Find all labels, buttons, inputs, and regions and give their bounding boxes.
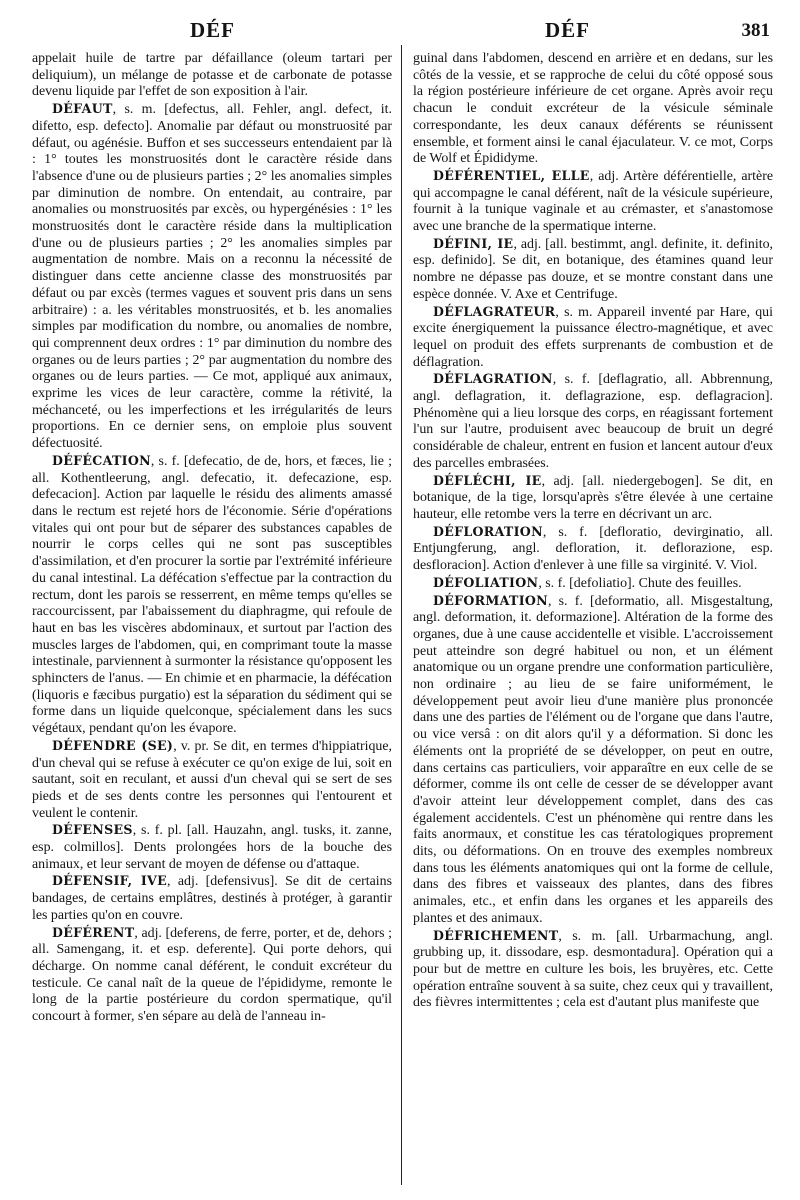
entry-headword: DÉFÉCATION bbox=[52, 452, 151, 468]
entry-headword: DÉFÉRENTIEL, ELLE bbox=[433, 167, 590, 183]
entry-headword: DÉFAUT bbox=[52, 101, 113, 117]
dictionary-entry bbox=[32, 453, 392, 738]
entry-headword: DÉFÉRENT bbox=[52, 924, 135, 940]
entry-text: appelait huile de tartre par défaillance (oleum tartari per deliquium), un mélange de potasse et de carbonate de potasse devenu liquide par l'effet de son exposition à l'air. bbox=[32, 51, 392, 100]
entry-text: , s. m. [all. Urbarmachung, angl. grubbing up, it. dissodare, esp. desmontadura]. Opération qui a pour but de mettre en culture les bois, les bruyères, etc. Cette opération entraîne souvent à sa suite, chez ceux qui y travaillent, des fièvres intermittentes ; cela est d'autant plus manifeste que bbox=[413, 928, 773, 1011]
dictionary-entry bbox=[32, 873, 392, 924]
dictionary-entry bbox=[413, 928, 773, 1013]
entry-headword: DÉFLAGRATION bbox=[433, 371, 553, 387]
dictionary-entry bbox=[413, 304, 773, 372]
entry-text: , s. f. pl. [all. Hauzahn, angl. tusks, it. zanne, esp. colmillos]. Dents prolongées hors de la bouche des animaux, et leur servant de moyen de défense ou d'attaque. bbox=[32, 823, 392, 872]
entry-headword: DÉFLORATION bbox=[433, 523, 543, 539]
entry-text: , adj. [deferens, de ferre, porter, et de, dehors ; all. Samengang, it. et esp. deferente]. Qui porte dehors, qui décharge. On nomme canal déférent, le conduit excréteur du testicule. Ce canal naît de la queue de l'épididyme, remonte le long de la partie postérieure du cordon spermatique, qu'il concourt à former, s'en sépare au delà de l'anneau in- bbox=[32, 925, 392, 1025]
dictionary-entry bbox=[32, 101, 392, 453]
dictionary-entry bbox=[413, 236, 773, 304]
entry-headword: DÉFINI, IE bbox=[433, 235, 514, 251]
dictionary-entry bbox=[32, 822, 392, 873]
dictionary-entry bbox=[32, 925, 392, 1026]
entry-headword: DÉFENSES bbox=[52, 822, 133, 838]
entry-text: , s. m. [defectus, all. Fehler, angl. defect, it. difetto, esp. defecto]. Anomalie par défaut ou monstruosité par défaut, ou agénésie. Buffon et ses successeurs entendaient par là : 1° toutes les monstruosités dont le caractère réside dans l'absence d'une ou de plusieurs parties ; 2° les anomalies simples par diminution de nombre. On entendait, au contraire, par anomalies ou monstruosités par excès, ou hypergénésies : 1° les monstruosités dont le caractère réside dans la multiplication d'une ou de plusieurs parties ; 2° les anomalies simples par augmentation de nombre. Mais on a reconnu la nécessité de distinguer dans cette ancienne classe des monstruosités par défaut ou par excès (termes vagues et souvent pris dans un sens arbitraire) : a. les véritables monstruosités, et b. les anomalies simples par modification du nombre, ou anomalies de nombre, qui comprennent deux ordres : 1° par diminution du nombre des organes ou de leurs parties ; 2° par augmentation du nombre des organes ou de leurs parties. — Ce mot, appliqué aux animaux, exprime les vices de leur caractère, comme la rétivité, la méchanceté, ou les imperfections et les irrégularités de leurs proportions. En ce dernier sens, on emploie plus souvent défectuosité. bbox=[32, 102, 392, 452]
entry-headword: DÉFENDRE (SE) bbox=[52, 737, 174, 753]
dictionary-entry bbox=[413, 168, 773, 236]
entry-text: , s. f. [defecatio, de de, hors, et fæces, lie ; all. Kothentleerung, angl. defecatio, it. defecazione, esp. defecacion]. Action par laquelle le résidu des aliments amassé dans le rectum est rejeté hors de l'économie. Série d'opérations vitales qui ont pour but de séparer des substances capables de nourrir le corps celles qui ne sont pas susceptibles d'assimilation, et d'en procurer la sortie par l'extrémité inférieure du canal intestinal. La défécation s'effectue par la contraction du rectum, dont les parois se resserrent, en même temps qu'elles se raccourcissent, par l'abaissement du diaphragme, qui refoule de haut en bas les viscères abdominaux, et surtout par l'action des muscles larges de l'abdomen, qui, en comprimant toute la masse intestinale, parviennent à surmonter la résistance qu'opposent les sphincters de l'anus. — En chimie et en pharmacie, la défécation (liquoris e fæcibus purgatio) est la séparation du sédiment qui se forme dans un liquide quelconque, spécialement dans les sucs végétaux, pendant qu'on les évapore. bbox=[32, 453, 392, 737]
dictionary-entry bbox=[32, 738, 392, 823]
running-head-left: DÉF bbox=[190, 18, 235, 42]
entry-text: , adj. [all. bestimmt, angl. definite, it. definito, esp. definido]. Se dit, en botanique, des étamines quand leur nombre ne dépasse pas douze, et se montre constant dans une espèce donnée. V. Axe et Centrifuge. bbox=[413, 236, 773, 302]
entry-headword: DÉFORMATION bbox=[433, 592, 548, 608]
entry-text: guinal dans l'abdomen, descend en arrière et en dedans, sur les côtés de la vessie, et se rapproche de celui du côté opposé sous la région postérieure inférieure de cet organe. Après avoir reçu chacun le conduit excréteur de la vésicule séminale correspondante, les deux canaux déférents se réunissent ensemble, et forment ainsi le canal éjaculateur. V. ce mot, Corps de Wolf et Épididyme. bbox=[413, 51, 773, 167]
entry-text: , s. m. Appareil inventé par Hare, qui excite énergiquement la puissance électro-magnétique, et avec lequel on produit des effets surprenants de combustion et de déflagration. bbox=[413, 304, 773, 370]
running-header bbox=[40, 18, 770, 52]
entry-text: , adj. Artère déférentielle, artère qui accompagne le canal déférent, naît de la vésicule supérieure, fournit à la tunique vaginale et au crémaster, et s'anastomose avec une branche de la spermatique interne. bbox=[413, 168, 773, 235]
entry-text: , adj. [defensivus]. Se dit de certains bandages, de certains emplâtres, destinés à protéger, à garantir les parties qu'on en couvre. bbox=[32, 874, 392, 923]
entry-headword: DÉFOLIATION bbox=[433, 574, 539, 590]
entry-text: , s. f. [defloratio, devirginatio, all. Entjungferung, angl. defloration, it. deflorazione, esp. desfloracion]. Action d'enlever à une fille sa virginité. V. Viol. bbox=[413, 524, 773, 574]
entry-headword: DÉFLAGRATEUR bbox=[433, 303, 556, 319]
entry-text: , s. f. [defoliatio]. Chute des feuilles. bbox=[538, 575, 742, 591]
right-column bbox=[413, 50, 773, 1190]
dictionary-entry bbox=[413, 575, 773, 593]
entry-headword: DÉFRICHEMENT bbox=[433, 927, 559, 943]
entry-headword: DÉFENSIF, IVE bbox=[52, 873, 168, 889]
dictionary-entry bbox=[413, 371, 773, 472]
dictionary-entry bbox=[32, 50, 392, 101]
left-column bbox=[32, 50, 392, 1190]
entry-text: , s. f. [deflagratio, all. Abbrennung, angl. deflagration, it. deflagrazione, esp. deflagracion]. Phénomène qui a lieu lorsque des corps, en réagissant fortement l'un sur l'autre, produisent avec beaucoup de bruit un degré considérable de chaleur, entrent en fusion et lancent autour d'eux des parcelles embrasées. bbox=[413, 372, 773, 471]
dictionary-entry bbox=[413, 50, 773, 168]
dictionary-entry bbox=[413, 524, 773, 575]
page-number: 381 bbox=[741, 20, 770, 41]
entry-text: , adj. [all. niedergebogen]. Se dit, en botanique, de la tige, lorsqu'après s'être élevée à une certaine hauteur, elle retombe vers la terre en décrivant un arc. bbox=[413, 473, 773, 522]
dictionary-entry bbox=[413, 473, 773, 524]
entry-headword: DÉFLÉCHI, IE bbox=[433, 472, 542, 488]
column-divider bbox=[401, 45, 402, 1185]
dictionary-entry bbox=[413, 593, 773, 928]
entry-text: , v. pr. Se dit, en termes d'hippiatrique, d'un cheval qui se refuse à exécuter ce qu'on exige de lui, soit en sautant, soit en reculant, et aussi d'un cheval qui se sert de ses pieds et de ses dents contre les personnes qui l'entourent et veulent le contenir. bbox=[32, 738, 392, 821]
running-head-right: DÉF bbox=[545, 18, 590, 42]
entry-text: , s. f. [deformatio, all. Misgestaltung, angl. deformation, it. deformazione]. Altération de la forme des organes, due à une cause accidentelle et visible. L'accroissement peut atteindre son degré habituel ou non, et un élément anatomique ou un organe prendre une conformation particulière, non ordinaire ; au lieu de se faire uniformément, le développement peut avoir lieu d'une manière plus prononcée dans une des parties de l'élément ou de l'organe que dans l'autre, ou vice versâ : on dit alors qu'il y a déformation. Si donc les éléments ont la propriété de se développer, on peut en outre, dans certains cas particuliers, voir apparaître en eux celle de se déformer, comme ils ont celle de cesser de se développer avant d'avoir atteint leur développement complet, dans des cas également accidentels. C'est un phénomène qui rentre dans les faits anormaux, et constitue les cas tératologiques proprement dits, ou déformations. On en trouve des exemples nombreux dans tous les éléments anatomiques qui ont la forme de cellule, dans des fibres et vaisseaux des plantes, dans des fibres animales, etc., et enfin dans les organes et les appareils des plantes et des animaux. bbox=[413, 593, 773, 926]
